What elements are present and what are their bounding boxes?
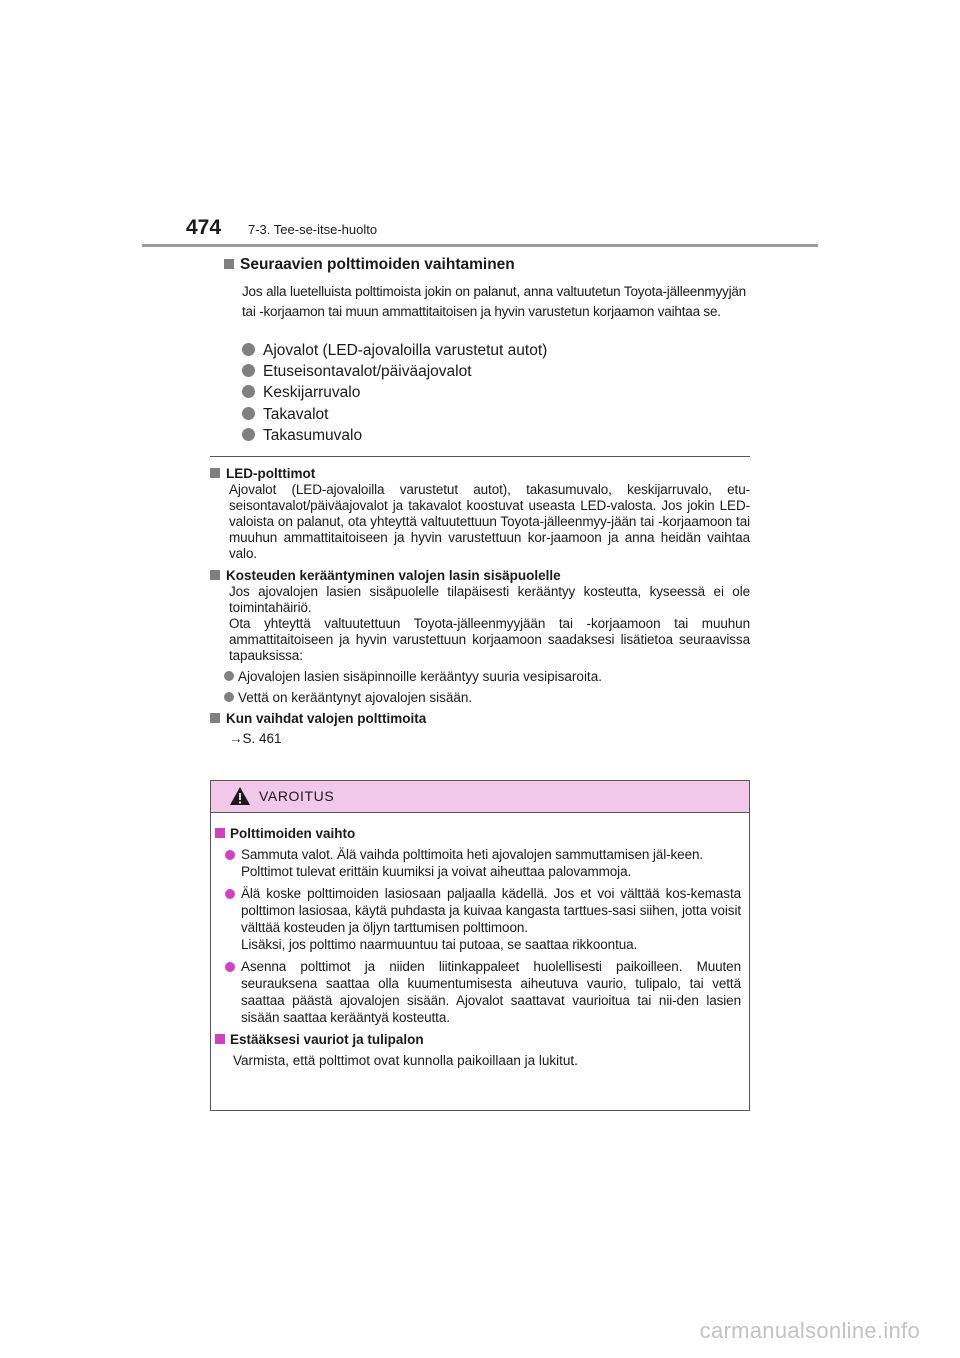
note-led-body: Ajovalot (LED-ajovaloilla varustetut autot), takasumuvalo, keskijarruvalo, etu-seisontavalot/päiväajovalot ja takavalot koostuvat useasta LED-valosta. Jos jokin LED-valoista on palanut, ota yhteyttä valtuutettuun Toyota-jälleenmyy-jään tai -korjaamoon tai muuhun ammattitaitoiseen ja hyvin varustettuun kor-jaamoon ja anna heidän vaihtaa valo. — [229, 482, 750, 561]
square-bullet-icon — [210, 468, 220, 478]
warning-item-text: Asenna polttimot ja niiden liitinkappaleet huolellisesti paikoilleen. Muuten seurauksena saattaa olla kuumentumisesta aiheutuva vaurio, tulipalo, tai vettä saattaa päästä ajovalojen sisään. Ajovalot saattavat vaurioitua tai nii-den lasien sisään saattaa kerääntyä kosteutta. — [241, 959, 741, 1025]
warning-header — [211, 781, 749, 813]
round-bullet-icon — [242, 385, 255, 398]
list-item: Takavalot — [242, 404, 547, 425]
list-item: Ajovalojen lasien sisäpinnoille kerääntyy suuria vesipisaroita. — [224, 669, 750, 685]
warning-content — [211, 813, 749, 1069]
round-bullet-icon — [224, 671, 234, 681]
list-item: Ajovalot (LED-ajovaloilla varustetut autot) — [242, 340, 547, 361]
note-moisture-title: Kosteuden kerääntyminen valojen lasin sisäpuolelle — [210, 567, 750, 584]
page-reference-link[interactable] — [229, 730, 750, 747]
page-reference-text: S. 461 — [242, 731, 282, 746]
warning-item-text: Älä koske polttimoiden lasiosaan paljaalla kädellä. Jos et voi välttää kos-kemasta polttimon lasiosaa, käytä puhdasta ja kuivaa kangasta tarttues-sasi siihen, jotta voisit välttää kosteuden ja öljyn tarttumisen polttimoon. — [241, 886, 741, 935]
note-led-title: LED-polttimot — [210, 465, 750, 482]
note-moisture-paragraph: Jos ajovalojen lasien sisäpuolelle tilapäisesti kerääntyy kosteutta, kyseessä ei ole toimintahäiriö. — [229, 584, 750, 615]
warning-triangle-icon — [229, 786, 251, 806]
round-bullet-icon — [225, 889, 235, 899]
round-bullet-icon — [242, 364, 255, 377]
warning-item — [225, 885, 743, 953]
square-bullet-icon — [215, 1034, 225, 1044]
round-bullet-icon — [224, 692, 234, 702]
warning-item — [225, 846, 743, 880]
round-bullet-icon — [225, 850, 235, 860]
warning-item-text: Polttimot tulevat erittäin kuumiksi ja voivat aiheuttaa palovammoja. — [241, 864, 632, 879]
list-item: Etuseisontavalot/päiväajovalot — [242, 361, 547, 382]
section-title: 7-3. Tee-se-itse-huolto — [248, 222, 378, 237]
warning-box — [210, 780, 750, 1111]
warning-label: VAROITUS — [259, 788, 335, 804]
page-number: 474 — [186, 216, 222, 239]
round-bullet-icon — [242, 407, 255, 420]
note-moisture-paragraph: Ota yhteyttä valtuutettuun Toyota-jälleenmyyjään tai -korjaamoon tai muuhun ammattitaitoiseen ja hyvin varustettuun korjaamoon saadaksesi lisätietoa seuraavissa tapauksissa: — [229, 616, 750, 663]
note-replace-title: Kun vaihdat valojen polttimoita — [210, 710, 750, 727]
warning-section-title: Polttimoiden vaihto — [215, 825, 743, 842]
round-bullet-icon — [242, 343, 255, 356]
arrow-right-icon: → — [229, 731, 243, 746]
main-heading-text: Seuraavien polttimoiden vaihtaminen — [240, 256, 515, 273]
warning-item — [225, 958, 743, 1026]
section-divider — [210, 456, 750, 457]
header-divider — [142, 244, 818, 247]
main-heading — [224, 256, 515, 274]
warning-section-title: Estääksesi vauriot ja tulipalon — [215, 1031, 743, 1048]
round-bullet-icon — [242, 428, 255, 441]
square-bullet-icon — [224, 259, 234, 269]
warning-section-body: Varmista, että polttimot ovat kunnolla paikoillaan ja lukitut. — [233, 1053, 578, 1068]
list-item: Takasumuvalo — [242, 425, 547, 446]
intro-paragraph: Jos alla luetelluista polttimoista jokin on palanut, anna valtuutetun Toyota-jälleenmyyjän tai -korjaamon tai muun ammattitaitoisen ja hyvin varustetun korjaamon vaihtaa se. — [242, 284, 746, 319]
watermark: carmanualsonline.info — [699, 1318, 920, 1343]
square-bullet-icon — [215, 828, 225, 838]
list-item: Vettä on kerääntynyt ajovalojen sisään. — [224, 690, 750, 706]
round-bullet-icon — [225, 962, 235, 972]
square-bullet-icon — [210, 713, 220, 723]
warning-item-text: Lisäksi, jos polttimo naarmuuntuu tai putoaa, se saattaa rikkoontua. — [241, 937, 638, 952]
note-moisture-body — [229, 584, 750, 664]
bulb-list — [242, 340, 547, 446]
notes-section — [210, 465, 750, 747]
list-item: Keskijarruvalo — [242, 382, 547, 403]
warning-item-text: Sammuta valot. Älä vaihda polttimoita heti ajovalojen sammuttamisen jäl-keen. — [241, 847, 704, 862]
square-bullet-icon — [210, 570, 220, 580]
